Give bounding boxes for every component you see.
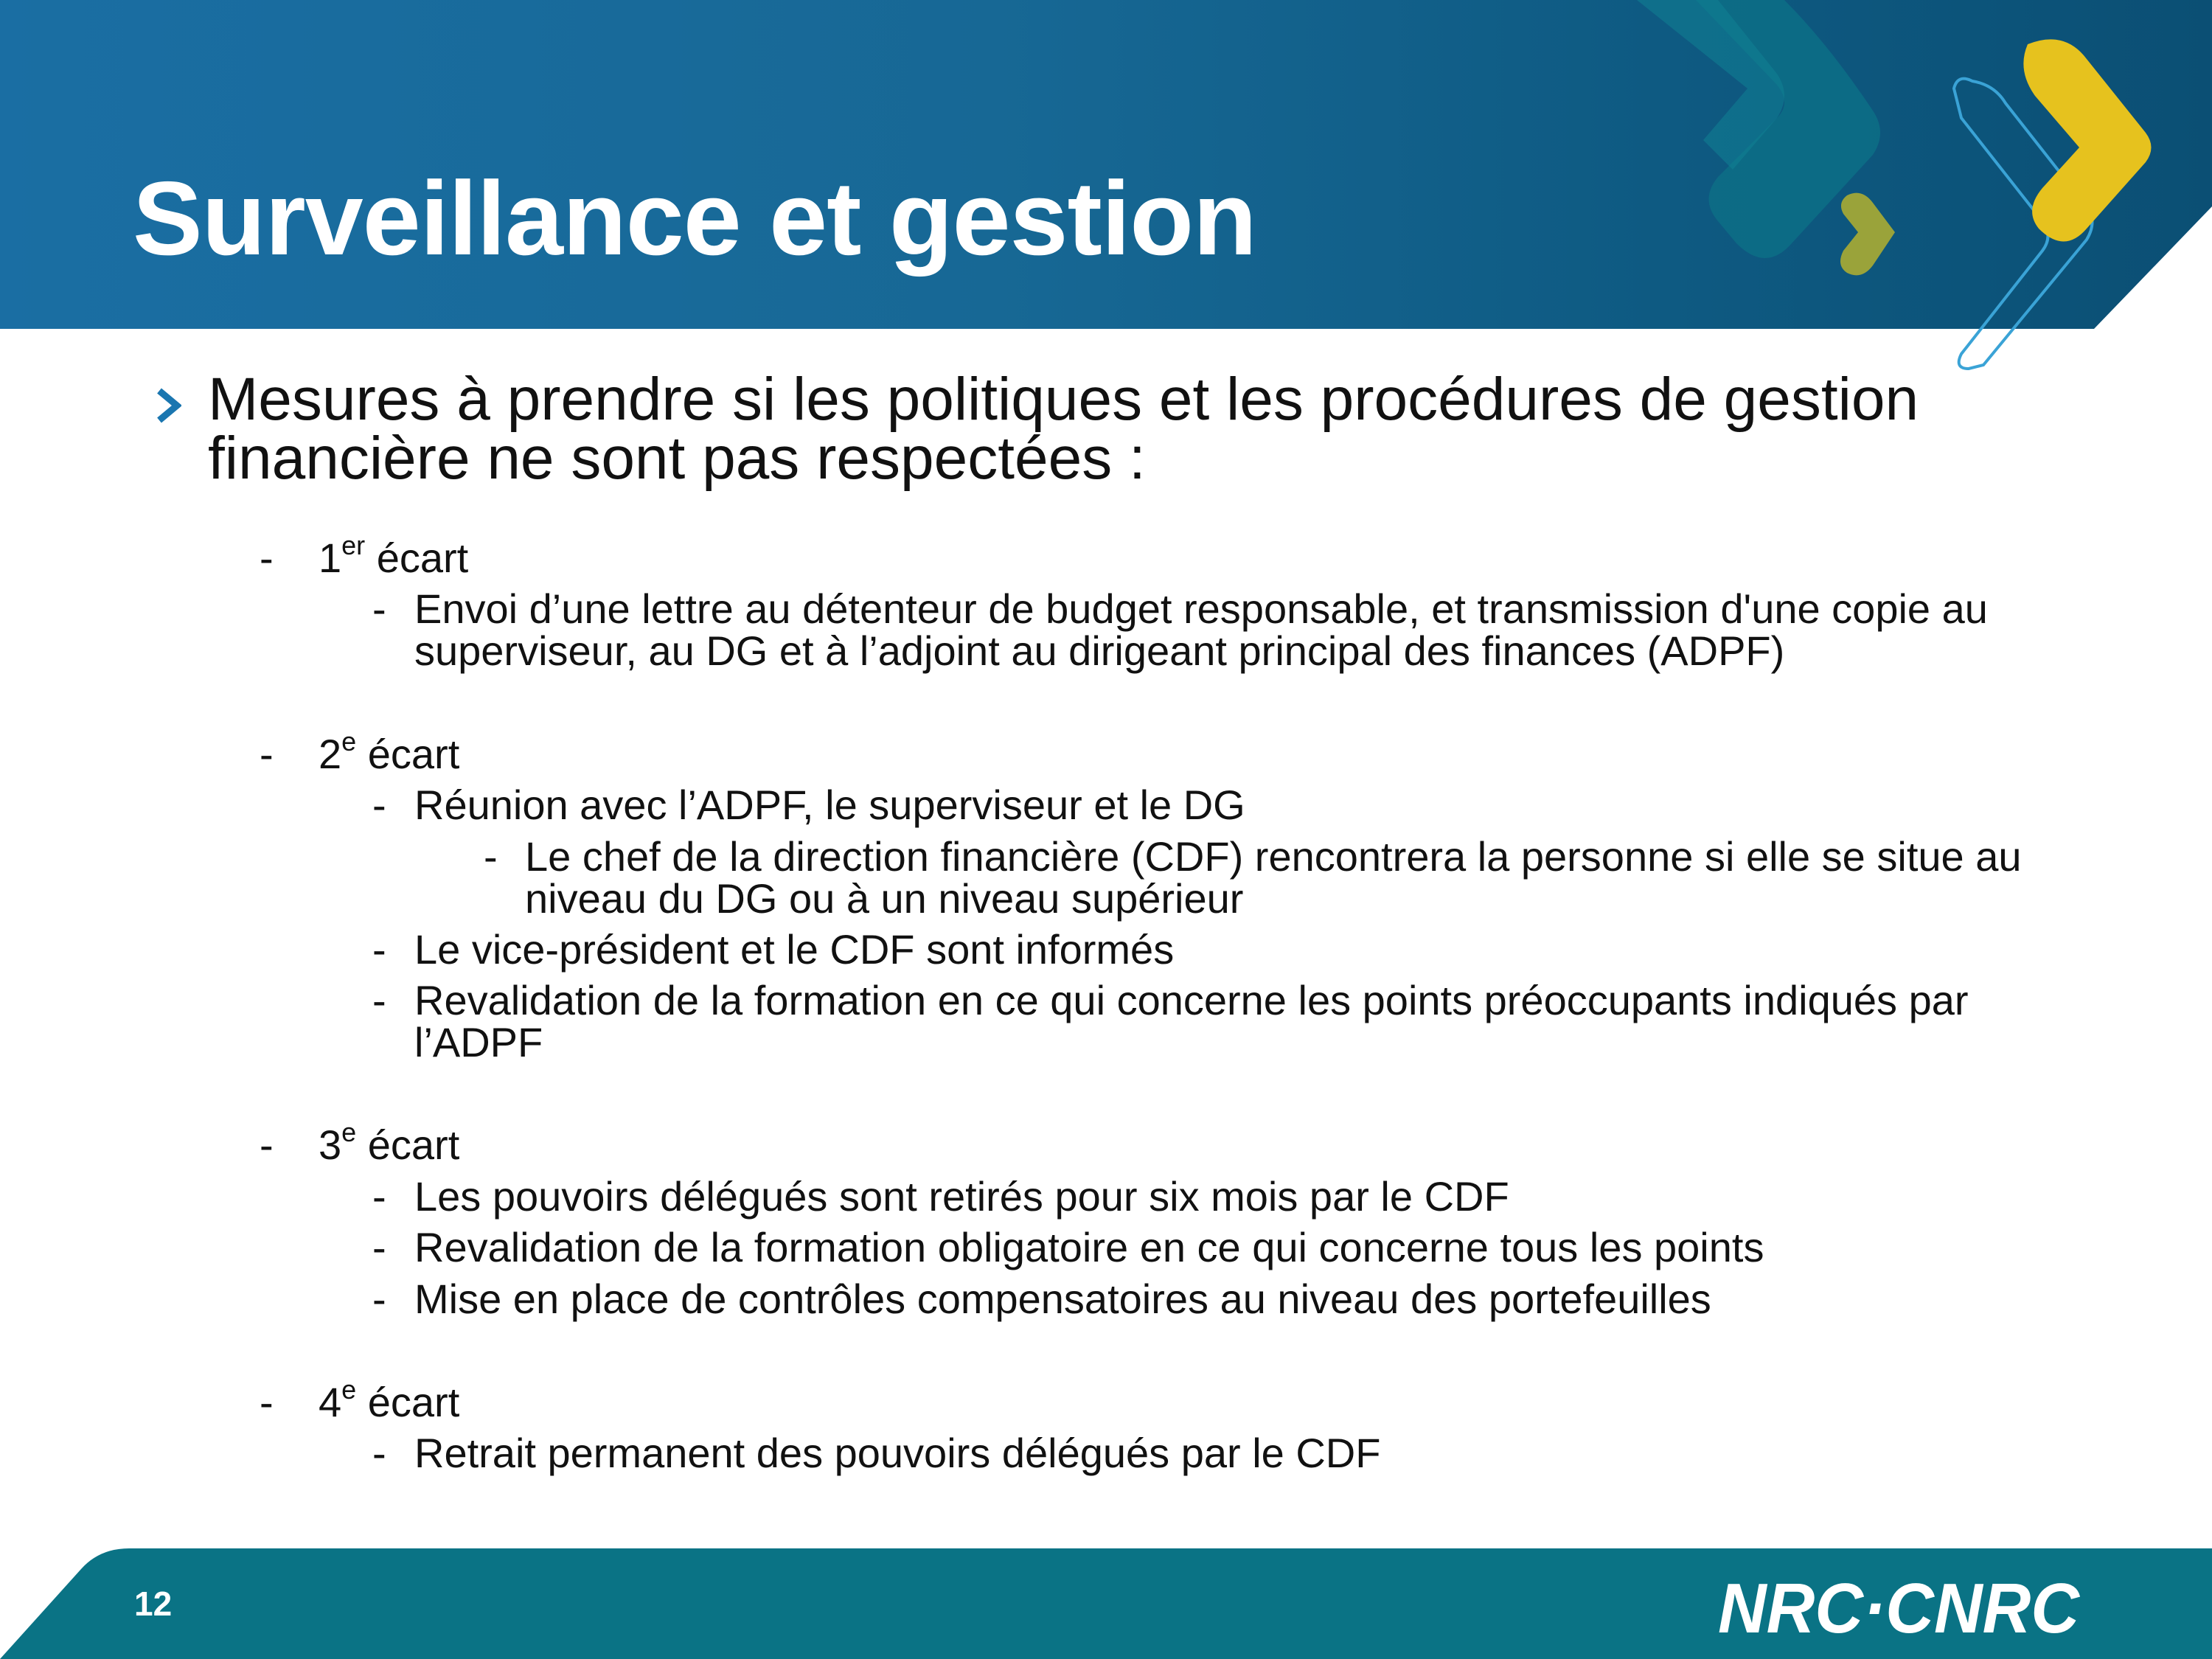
dash-marker: - [260, 1379, 274, 1425]
intro-text: Mesures à prendre si les politiques et les procédures de gestion financière ne sont pas respectées : [208, 366, 1919, 492]
ecart-3-heading [319, 1117, 460, 1168]
dash-marker: - [372, 1224, 386, 1270]
yellow-chevron [2023, 39, 2151, 241]
ecart-number: 4 [319, 1379, 342, 1425]
ecart-number: 3 [319, 1121, 342, 1168]
list-item: Le vice-président et le CDF sont informés [414, 926, 1175, 973]
logo-text: NRC·CNRC [1718, 1571, 2081, 1641]
list-item: l’ADPF [414, 1019, 543, 1065]
list-item: Réunion avec l’ADPF, le superviseur et le DG [414, 782, 1245, 828]
dash-marker: - [372, 977, 386, 1023]
dash-marker: - [260, 1121, 274, 1168]
list-item: Revalidation de la formation en ce qui concerne les points préoccupants indiqués par [414, 977, 1969, 1023]
ecart-word: écart [367, 1121, 460, 1168]
ecart-word: écart [367, 1379, 460, 1425]
page-number: 12 [134, 1585, 173, 1623]
list-item: Mise en place de contrôles compensatoires au niveau des portefeuilles [414, 1276, 1711, 1322]
ecart-suffix: e [341, 1117, 357, 1147]
list-item: Retrait permanent des pouvoirs délégués par le CDF [414, 1430, 1381, 1476]
list-item: Les pouvoirs délégués sont retirés pour six mois par le CDF [414, 1173, 1509, 1220]
ecart-word: écart [367, 731, 460, 777]
ecart-word: écart [376, 535, 469, 581]
list-item: Envoi d’une lettre au détenteur de budget responsable, et transmission d'une copie au [414, 585, 1988, 632]
ecart-number: 2 [319, 731, 342, 777]
dash-marker: - [372, 1276, 386, 1322]
dash-marker: - [484, 833, 498, 880]
ecart-1-heading [319, 530, 469, 581]
ecart-suffix: e [341, 726, 357, 757]
list-item: Le chef de la direction financière (CDF) rencontrera la personne si elle se situe au [525, 833, 2022, 880]
dash-marker: - [372, 926, 386, 973]
list-item: superviseur, au DG et à l’adjoint au dirigeant principal des finances (ADPF) [414, 627, 1785, 674]
dash-marker: - [372, 782, 386, 828]
ecart-suffix: er [341, 530, 366, 560]
list-item: niveau du DG ou à un niveau supérieur [525, 875, 1244, 922]
nrc-cnrc-logo [1718, 1571, 2087, 1641]
bullet-chevron-icon [156, 388, 181, 423]
chevron-decoration [1607, 0, 2212, 383]
dash-marker: - [260, 535, 274, 581]
list-item: Revalidation de la formation obligatoire en ce qui concerne tous les points [414, 1224, 1764, 1270]
ecart-4-heading [319, 1374, 460, 1425]
dash-marker: - [372, 1430, 386, 1476]
dash-marker: - [372, 1173, 386, 1220]
ecart-number: 1 [319, 535, 342, 581]
olive-chevron [1840, 193, 1895, 276]
ecart-suffix: e [341, 1374, 357, 1405]
dash-marker: - [260, 731, 274, 777]
header-cut [2094, 206, 2212, 329]
ecart-2-heading [319, 726, 460, 777]
dash-marker: - [372, 585, 386, 632]
slide-title: Surveillance et gestion [133, 160, 1256, 277]
